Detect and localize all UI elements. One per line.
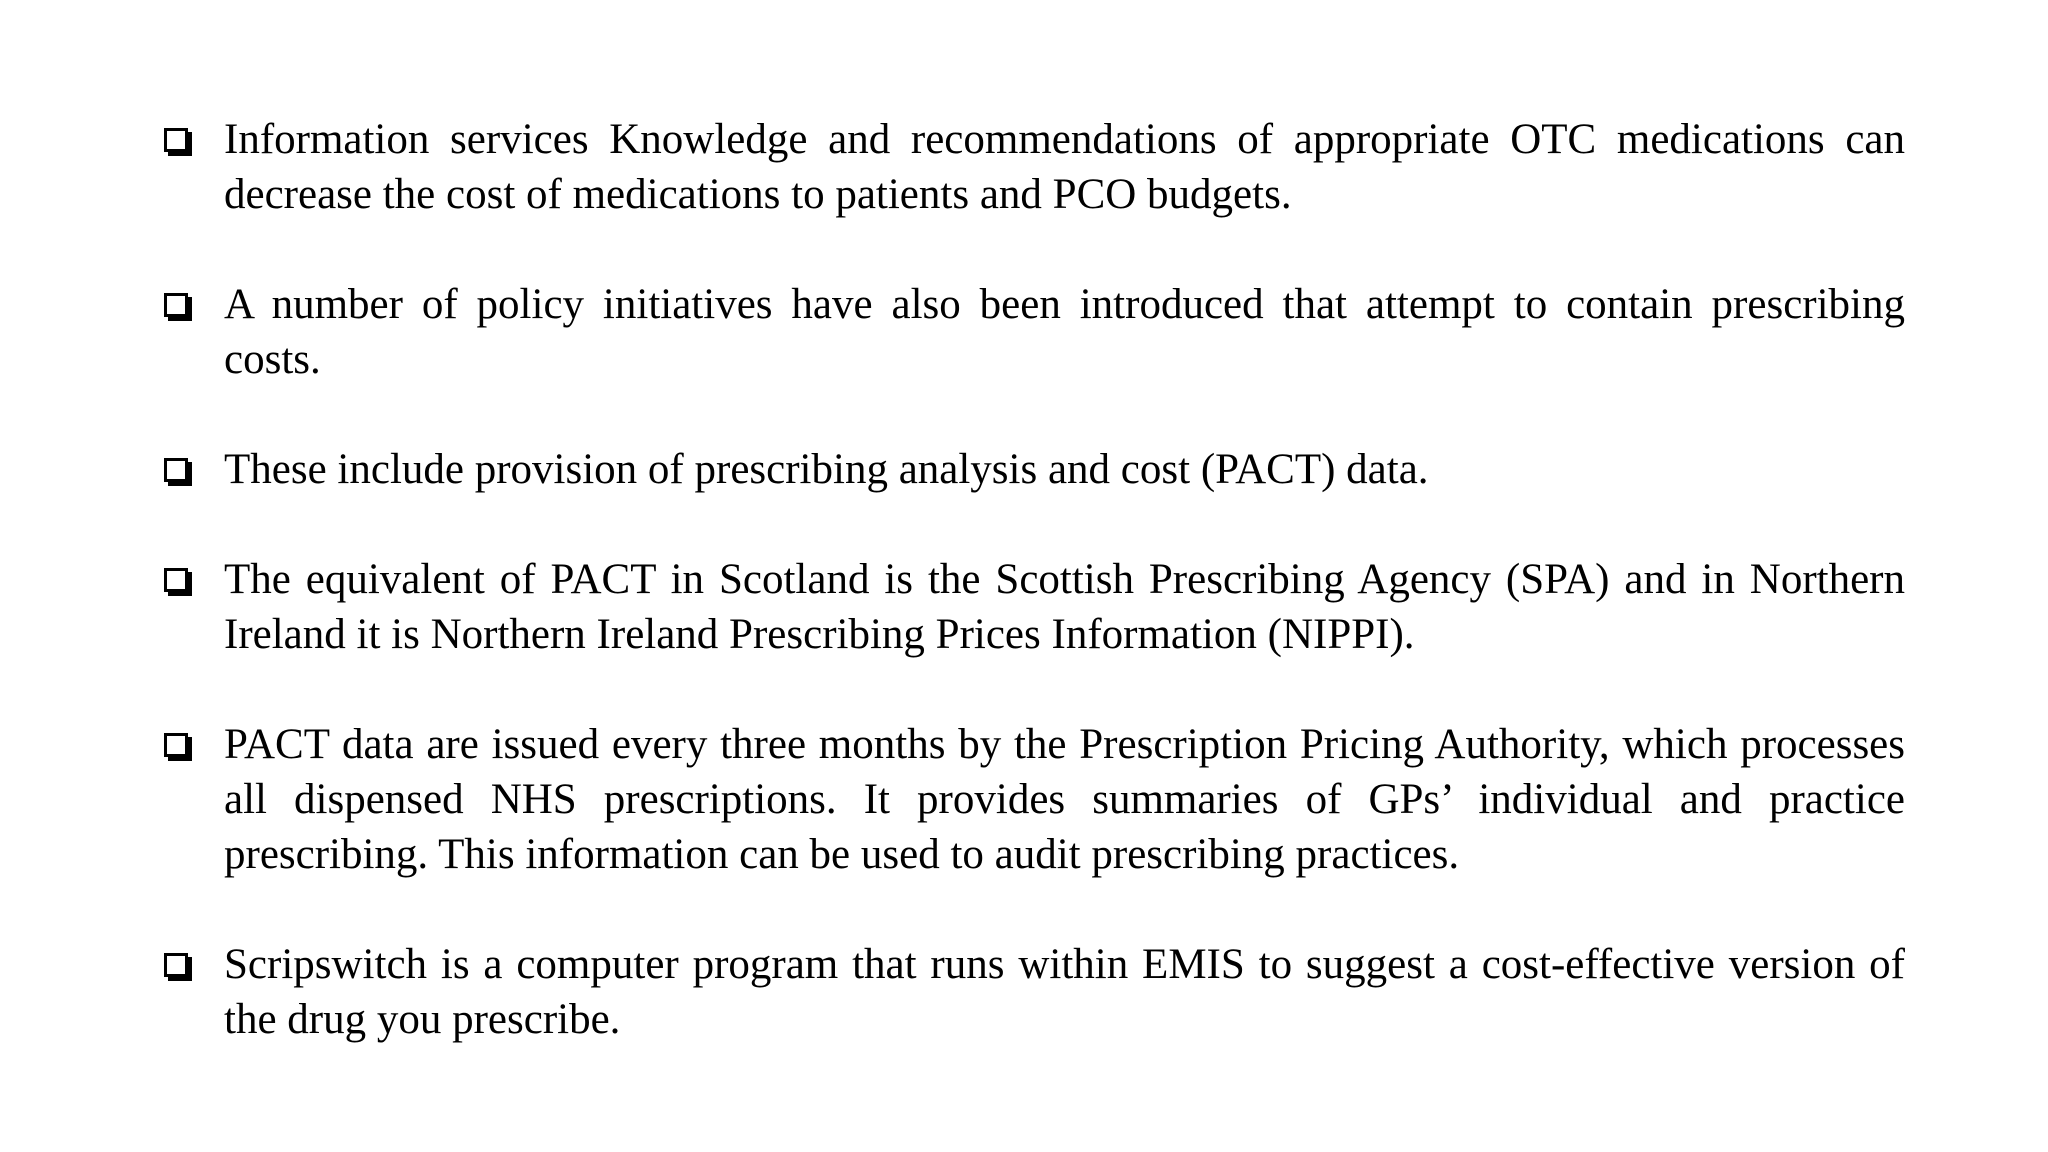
checkbox-square-icon: [164, 293, 188, 317]
bullet-item-policy-initiatives: [160, 277, 1905, 387]
bullet-text: Information services Knowledge and recommendations of appropriate OTC medications can decrease the cost of medications to patients and PCO budgets.: [224, 116, 1905, 218]
checkbox-square-icon: [164, 733, 188, 757]
checkbox-square-icon: [164, 568, 188, 592]
bullet-text: A number of policy initiatives have also been introduced that attempt to contain prescribing costs.: [224, 281, 1905, 383]
bullet-text: These include provision of prescribing analysis and cost (PACT) data.: [224, 446, 1429, 493]
bullet-item-pact-data: [160, 442, 1905, 497]
bullet-item-regional-equivalents: [160, 552, 1905, 662]
bullet-item-scripswitch: [160, 937, 1905, 1047]
bullet-text: PACT data are issued every three months by the Prescription Pricing Authority, which processes all dispensed NHS prescriptions. It provides summaries of GPs’ individual and practice prescribing. This information can be used to audit prescribing practices.: [224, 721, 1905, 878]
checkbox-square-icon: [164, 128, 188, 152]
bullet-item-pact-issuance: [160, 717, 1905, 882]
bullet-item-otc-information: [160, 112, 1905, 222]
checkbox-square-icon: [164, 953, 188, 977]
bullet-text: Scripswitch is a computer program that runs within EMIS to suggest a cost-effective version of the drug you prescribe.: [224, 941, 1905, 1043]
bullet-list: [160, 112, 1905, 1047]
checkbox-square-icon: [164, 458, 188, 482]
bullet-text: The equivalent of PACT in Scotland is the Scottish Prescribing Agency (SPA) and in Northern Ireland it is Northern Ireland Prescribing Prices Information (NIPPI).: [224, 556, 1905, 658]
